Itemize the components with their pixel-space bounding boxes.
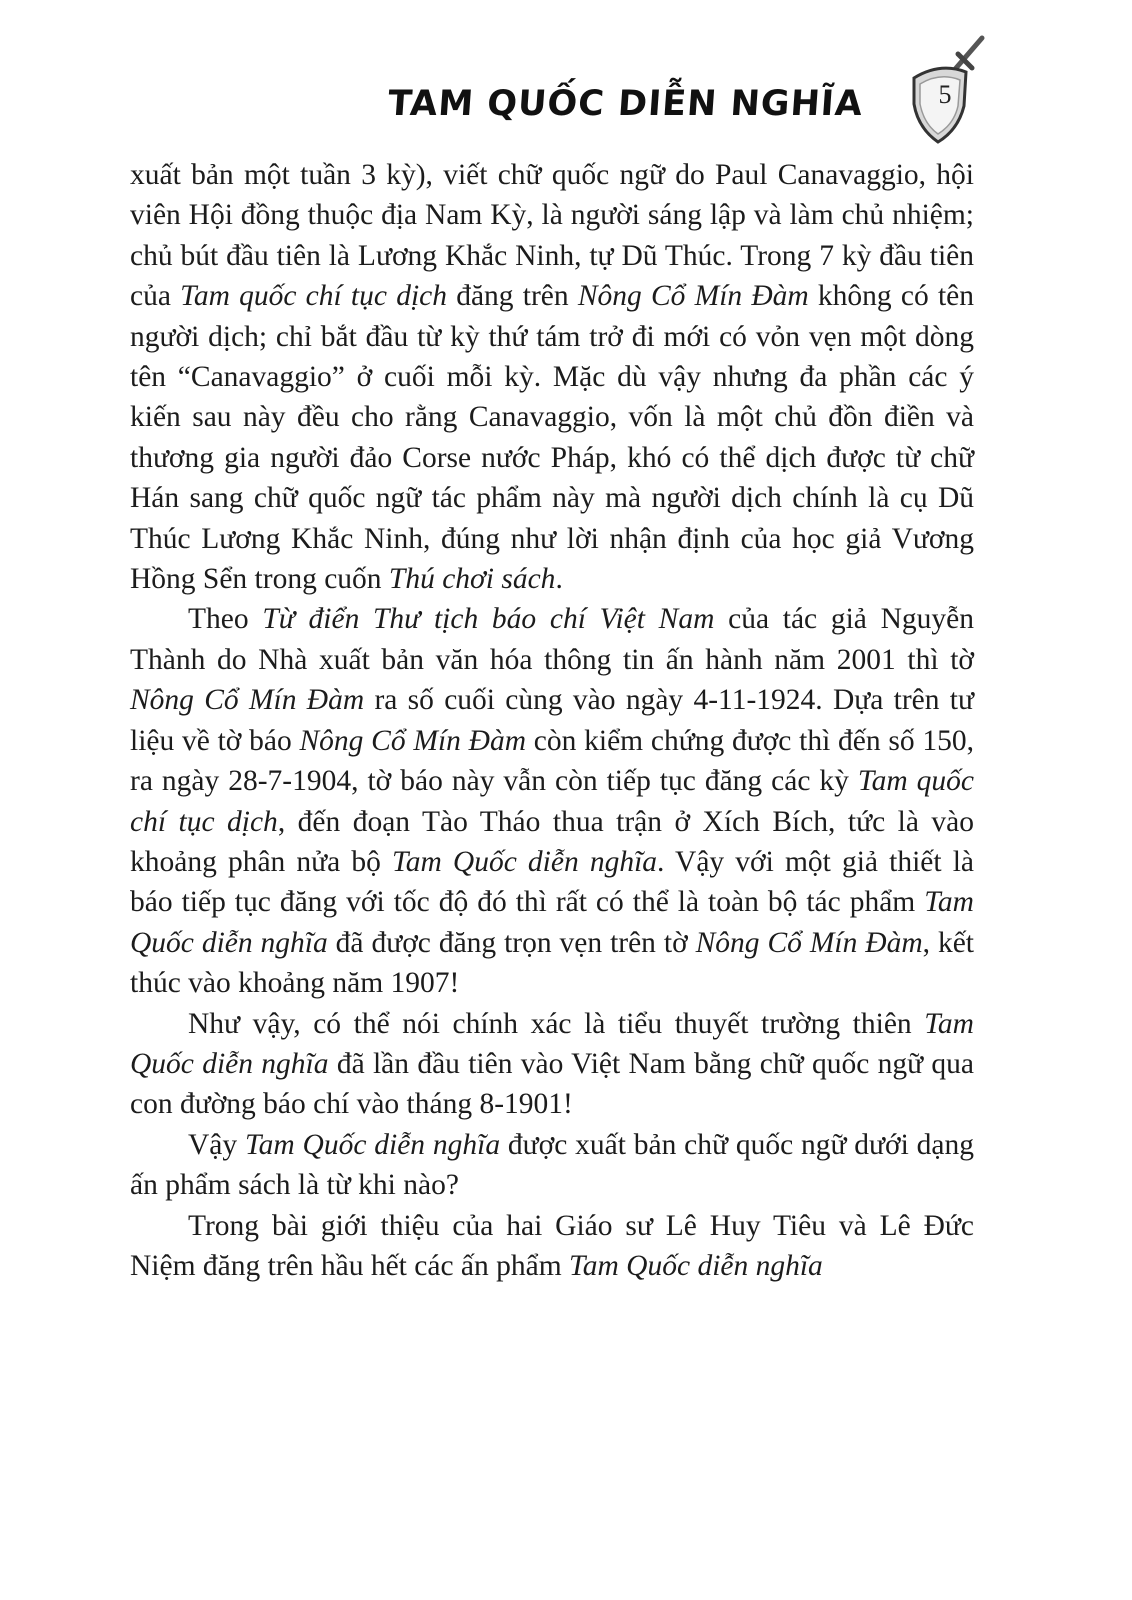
paragraph-3: Như vậy, có thể nói chính xác là tiểu thuyết trường thiên Tam Quốc diễn nghĩa đã lần đầu tiên vào Việt Nam bằng chữ quốc ngữ qua con đường báo chí vào tháng 8-1901! xyxy=(130,1007,974,1121)
paragraph-5: Trong bài giới thiệu của hai Giáo sư Lê Huy Tiêu và Lê Đức Niệm đăng trên hầu hết các ấn phẩm Tam Quốc diễn nghĩa xyxy=(130,1209,974,1282)
running-header-title: TAM QUỐC DIỄN NGHĨA xyxy=(386,84,865,124)
paragraph-1: xuất bản một tuần 3 kỳ), viết chữ quốc ngữ do Paul Canavaggio, hội viên Hội đồng thuộc địa Nam Kỳ, là người sáng lập và làm chủ nhiệm; chủ bút đầu tiên là Lương Khắc Ninh, tự Dũ Thúc. Trong 7 kỳ đầu tiên của Tam quốc chí tục dịch đăng trên Nông Cổ Mín Đàm không có tên người dịch; chỉ bắt đầu từ kỳ thứ tám trở đi mới có vỏn vẹn một dòng tên “Canavaggio” ở cuối mỗi kỳ. Mặc dù vậy nhưng đa phần các ý kiến sau này đều cho rằng Canavaggio, vốn là một chủ đồn điền và thương gia người đảo Corse nước Pháp, khó có thể dịch được từ chữ Hán sang chữ quốc ngữ tác phẩm này mà người dịch chính là cụ Dũ Thúc Lương Khắc Ninh, đúng như lời nhận định của học giả Vương Hồng Sển trong cuốn Thú chơi sách. xyxy=(130,159,974,596)
page-number: 5 xyxy=(938,80,952,109)
body-text xyxy=(130,155,974,1286)
paragraph-4: Vậy Tam Quốc diễn nghĩa được xuất bản chữ quốc ngữ dưới dạng ấn phẩm sách là từ khi nào? xyxy=(130,1128,974,1202)
paragraph-2: Theo Từ điển Thư tịch báo chí Việt Nam của tác giả Nguyễn Thành do Nhà xuất bản văn hóa thông tin ấn hành năm 2001 thì tờ Nông Cổ Mín Đàm ra số cuối cùng vào ngày 4-11-1924. Dựa trên tư liệu về tờ báo Nông Cổ Mín Đàm còn kiểm chứng được thì đến số 150, ra ngày 28-7-1904, tờ báo này vẫn còn tiếp tục đăng các kỳ Tam quốc chí tục dịch, đến đoạn Tào Tháo thua trận ở Xích Bích, tức là vào khoảng phân nửa bộ Tam Quốc diễn nghĩa. Vậy với một giả thiết là báo tiếp tục đăng với tốc độ đó thì rất có thể là toàn bộ tác phẩm Tam Quốc diễn nghĩa đã được đăng trọn vẹn trên tờ Nông Cổ Mín Đàm, kết thúc vào khoảng năm 1907! xyxy=(130,603,975,1000)
